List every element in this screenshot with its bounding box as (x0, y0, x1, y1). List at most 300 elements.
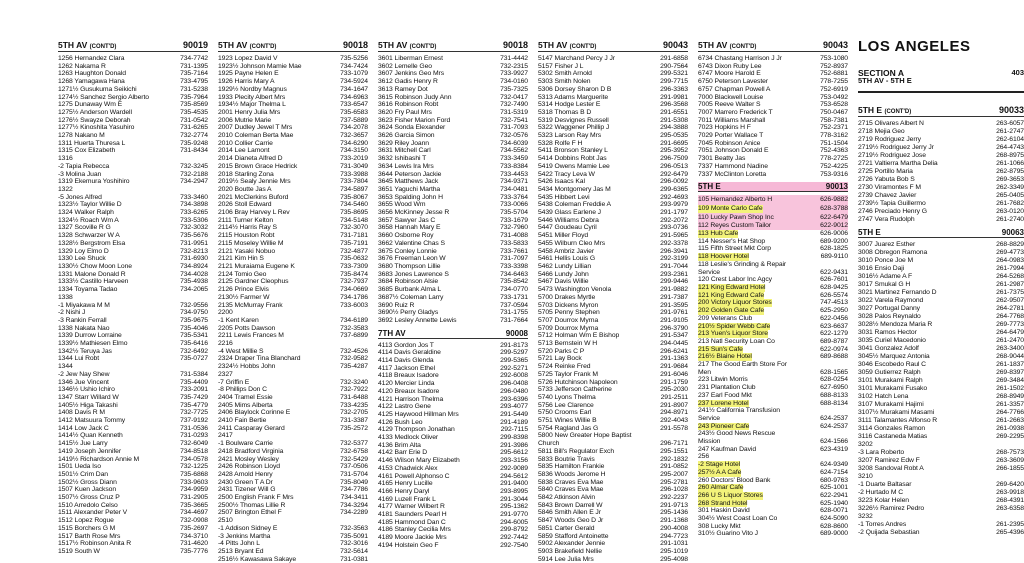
listing-row (538, 471, 688, 479)
listing-name: 3107½ Murakami Masami (858, 409, 935, 416)
listing-phone: 293-3156 (500, 457, 528, 465)
column-header (698, 40, 848, 52)
listing-phone: 264-7766 (996, 409, 1024, 416)
listing-name: 7051 Johnson Donald E (698, 147, 769, 155)
listing-row (378, 309, 528, 317)
listing-phone: 261-2395 (996, 521, 1024, 528)
listing-row (378, 201, 528, 209)
listing-row (218, 402, 368, 410)
listing-phone: 268-8949 (996, 393, 1024, 400)
listing-row (698, 353, 848, 361)
column-zip: 90018 (502, 40, 528, 50)
listing-row (538, 248, 688, 256)
listing-phone: 292-3199 (660, 255, 688, 263)
listing-phone: 622-6479 (820, 213, 848, 221)
listing-phone: 628-0254 (820, 376, 848, 384)
listing-name: 1342½ Teruya Jas (58, 347, 112, 355)
listing-name: 2719 Rodriguez Jerry (858, 136, 921, 143)
listing-phone: 752-2371 (820, 124, 848, 132)
listing-phone: 735-9248 (180, 139, 208, 147)
listing-name: 3035 Curiel Macedonio (858, 337, 926, 344)
listing-name: 5754 Ragland Jas G (538, 424, 599, 432)
listing-phone: 291-5308 (660, 116, 688, 124)
listing-row (218, 55, 368, 63)
listing-name: 260 Almar Cafe (698, 484, 744, 492)
listing-row (378, 442, 528, 450)
listing-name: 2324 Draper Tina Blanchard (218, 355, 301, 363)
listing-row (858, 385, 1024, 393)
listing-phone: 291-1363 (660, 355, 688, 363)
listing-row (698, 101, 848, 109)
listing-name: 1925 Payne Helen E (218, 70, 279, 78)
listing-name: -3 Jenkins Martha (218, 532, 271, 540)
column-street (218, 40, 276, 50)
listing-phone: 294-3888 (660, 124, 688, 132)
listing-phone: 624-9349 (820, 461, 848, 469)
listing-row (218, 70, 368, 78)
listing-name: 7301 Beatty Jas (698, 155, 746, 163)
listing-name: 4122 Lastro Gene (378, 403, 431, 411)
listing-name: 213 Yuen's Liquor Store (698, 330, 768, 338)
listing-phone: 731-3049 (340, 162, 368, 170)
listing-name: 2428 Arnold Henry (218, 470, 273, 478)
listing-phone: 737-9192 (180, 417, 208, 425)
listing-phone: 263-9918 (996, 489, 1024, 496)
listing-name: 6747 Moore Harold E (698, 70, 761, 78)
listing-phone: 295-1019 (660, 548, 688, 555)
listing-name: 115 Fifth Street Mkt Corp (698, 245, 771, 253)
listing-name: 5700 Drakes Myrtle (538, 293, 596, 301)
listing-phone: 732-3032 (180, 224, 208, 232)
listing-name: 2106 Bray Harvey L Rev (218, 209, 290, 217)
listing-phone: 731-7097 (500, 255, 528, 263)
listing-phone: 292-7115 (500, 426, 528, 434)
listing-row (538, 417, 688, 425)
listing-row (58, 325, 208, 333)
listing-row (218, 509, 368, 517)
listing-phone: 734-3294 (340, 501, 368, 509)
listing-name: 5147 Marchand Percy J Jr (538, 55, 615, 62)
listing-row (218, 86, 368, 94)
listing-row (218, 525, 368, 533)
listing-phone: 628-3788 (820, 204, 848, 212)
listing-phone: 734-4697 (180, 509, 208, 517)
listing-row (378, 294, 528, 302)
listing-phone: 732-0908 (180, 517, 208, 525)
listing-name: 1929½ Nordby Magnus (218, 85, 287, 93)
city-title: LOS ANGELES (858, 38, 971, 55)
listing-row (698, 213, 848, 222)
listing-phone: 734-1786 (340, 293, 368, 301)
listing-phone: 290-4008 (660, 524, 688, 532)
listing-row (538, 394, 688, 402)
listing-name: 3208 Sandoval Robt A (858, 465, 924, 472)
listing-name: 3644 Peterson Jackie (378, 170, 442, 178)
listing-row (378, 449, 528, 457)
listing-phone: 735-4535 (180, 108, 208, 116)
listing-phone: 294-7723 (660, 532, 688, 540)
listing-name: 110 Lucky Pawn Shop Inc (698, 213, 774, 221)
listing-phone: 292-4693 (660, 193, 688, 201)
listing-phone: 734-1647 (340, 85, 368, 93)
listing-row (378, 255, 528, 263)
listing-row (218, 325, 368, 333)
listing-row (58, 502, 208, 510)
listing-name: 5458 Ambriz Javier (538, 247, 595, 255)
listing-name: 209 Veterans Club (698, 314, 753, 322)
listing-phone: 292-2237 (660, 494, 688, 502)
listing-phone: 735-7325 (500, 85, 528, 93)
listing-row (218, 232, 368, 240)
listing-phone: 735-7191 (340, 239, 368, 247)
listing-name: 2747 Vera Rudolph (858, 216, 915, 223)
listing-phone: 732-4877 (340, 247, 368, 255)
listing-name: 1324½ Roach Wm A (58, 216, 119, 224)
listing-phone: 735-5676 (180, 232, 208, 240)
listing-name: 5438 Coleman Freddie A (538, 201, 611, 209)
sub-street-name: 7TH AV (378, 328, 406, 338)
listing-phone (846, 407, 848, 415)
listing-phone: 733-6265 (180, 209, 208, 217)
listing-phone: 733-1679 (500, 216, 528, 224)
listing-name: 5473 Washington Venola (538, 286, 612, 294)
listing-phone: 753-6528 (820, 101, 848, 109)
listing-phone: 262-6104 (996, 136, 1024, 143)
listing-row (58, 448, 208, 456)
listing-name: 2115 Houston Robt (218, 232, 275, 240)
listing-name: Men (698, 368, 711, 376)
listing-row (218, 109, 368, 117)
listing-row (538, 494, 688, 502)
listing-phone (846, 430, 848, 438)
listing-name: 1346 Jue Vincent (58, 378, 109, 386)
listing-row (378, 534, 528, 542)
listing-name: 2411 Casparay Gerard (218, 424, 285, 432)
listing-name: 1330 Lee Shuck (58, 255, 106, 263)
listing-row (538, 432, 688, 440)
listing-name: 3660 Osborne Roy (378, 232, 434, 240)
listing-name: 5721 Lay Bock (538, 355, 582, 363)
listing-row (698, 147, 848, 155)
listing-name: 3657 Sawyer Jas C (378, 216, 436, 224)
listing-name: 2018 Starling Zona (218, 170, 274, 178)
listing-row (858, 273, 1024, 281)
listing-name: 1923 Lopez David V (218, 55, 278, 62)
listing-name: 4194 Holstein Geo F (378, 541, 439, 549)
listing-phone: 734-5460 (340, 201, 368, 209)
listing-row (218, 440, 368, 448)
listing-name: 1275 Dunaway Wm E (58, 101, 123, 109)
listing-phone: 733-0066 (500, 201, 528, 209)
listing-row (218, 540, 368, 548)
listing-name: 5756 Lee Clarence (538, 401, 594, 409)
listing-row (538, 371, 688, 379)
listing-row (58, 540, 208, 548)
column-header (378, 40, 528, 52)
listing-name: 1501½ Crim Dan (58, 470, 108, 478)
listing-phone: 264-2781 (996, 305, 1024, 312)
listing-name: 5322 Waggener Phillip J (538, 124, 610, 132)
listing-name: 6734 Chastang Harrison J Jr (698, 55, 782, 62)
listing-row (378, 132, 528, 140)
listing-row (378, 209, 528, 217)
listing-row (58, 132, 208, 140)
listing-name: 2405 Mims Alberta (218, 401, 273, 409)
listing-phone: 628-0071 (820, 507, 848, 515)
column-4 (538, 40, 688, 563)
listing-name: 6750 Peterson Lavester (698, 78, 768, 86)
listing-row (858, 369, 1024, 377)
listing-phone: 751-1504 (820, 139, 848, 147)
listing-phone: 624-7154 (820, 468, 848, 476)
listing-phone: 626-7601 (820, 276, 848, 284)
listing-name: 5461 Hellis Louis G (538, 255, 596, 263)
listing-row (538, 209, 688, 217)
listing-name: -3 Molina Juan (58, 170, 102, 178)
listing-name: 5323 Larson Ray Mrs (538, 132, 602, 140)
listing-name: 5318 Thomas B D (538, 108, 592, 116)
listing-row (378, 403, 528, 411)
listing-row (58, 348, 208, 356)
listing-phone: 269-3484 (996, 377, 1024, 384)
listing-row (58, 217, 208, 225)
listing-name: Church (538, 440, 560, 448)
listing-row (538, 117, 688, 125)
listing-name: 3690 Ruiz R (378, 301, 415, 309)
listing-row (538, 425, 688, 433)
listing-name: 1926 Harris Mary A (218, 78, 275, 86)
listing-name: 3028½ Mendoza Maria R (858, 321, 933, 328)
listing-name: 4114 Davis Glenda (378, 357, 434, 365)
right-column-street-name: 5TH E (858, 105, 885, 115)
listing-row (538, 232, 688, 240)
sub-street-header (378, 329, 528, 339)
listing-phone: 733-3460 (180, 193, 208, 201)
listing-name: 5800 New Greater Hope Baptist (538, 432, 632, 440)
listing-row (58, 101, 208, 109)
listing-name: -2 Jew Nay Shew (58, 370, 110, 378)
listing-row (58, 494, 208, 502)
listing-phone: 299-5321 (660, 70, 688, 78)
listing-row (378, 419, 528, 427)
listing-row (378, 488, 528, 496)
listing-row (858, 513, 1024, 521)
listing-phone: 291-7387 (660, 293, 688, 301)
listing-row (218, 186, 368, 194)
listing-row (218, 255, 368, 263)
listing-phone: 735-0727 (180, 355, 208, 363)
listing-name: 1515 Borchers G M (58, 524, 116, 532)
listing-name: 5422 Tracy Leva W (538, 170, 595, 178)
listing-row (698, 86, 848, 94)
listing-name: 3202 (858, 441, 873, 448)
listing-phone: 291-1031 (660, 540, 688, 548)
listing-phone: 734-6963 (340, 93, 368, 101)
listing-name: 4142 Barr Erie D (378, 449, 428, 457)
listing-phone: 292-1832 (660, 455, 688, 463)
listing-phone: 737-5889 (340, 116, 368, 124)
listing-row (858, 176, 1024, 184)
listing-name: 5840 Craves Eva Mae (538, 486, 604, 494)
listing-name: 2010 Coleman Berta Mae (218, 132, 294, 140)
listing-phone: 732-3016 (340, 540, 368, 548)
listing-phone: 296-7171 (660, 440, 688, 448)
listing-row (858, 337, 1024, 345)
listing-phone: 291-4189 (500, 418, 528, 426)
listing-name: 7045 Robinson Anice (698, 139, 761, 147)
listing-row (218, 309, 368, 317)
listing-phone: 291-9105 (660, 316, 688, 324)
listing-row (378, 342, 528, 350)
listing-row (378, 240, 528, 248)
listing-row (218, 394, 368, 402)
listing-phone (366, 371, 368, 379)
listing-phone: 734-5924 (340, 78, 368, 86)
listing-name: 3207 Ramirez Edw F (858, 457, 920, 464)
listing-phone: 733-4795 (180, 78, 208, 86)
listing-phone: 735-8695 (340, 209, 368, 217)
listing-name: 5447 Goudeau Cyril (538, 224, 597, 232)
listing-phone: 731-8434 (180, 147, 208, 155)
listing-name: 5705 Penny Stephen (538, 309, 600, 317)
listing-name: 4186 Stanley Cecilia Mrs (378, 526, 451, 534)
listing-row (858, 281, 1024, 289)
listing-name: 5414 Dobbins Robt Jas (538, 155, 607, 163)
listing-phone: 732-2774 (180, 132, 208, 140)
listing-name: 2739½ Tapia Guillermo (858, 200, 926, 207)
listing-phone: 261-3357 (996, 401, 1024, 408)
listing-row (218, 117, 368, 125)
listing-row (218, 248, 368, 256)
listing-row (378, 271, 528, 279)
listing-phone: 688-8133 (820, 391, 848, 399)
sub-street-name: 5TH E (858, 228, 881, 237)
listing-row (58, 463, 208, 471)
listing-row (218, 317, 368, 325)
listing-name: 1275½ Anderson Wardell (58, 108, 132, 116)
listing-name: 2510 (218, 517, 233, 525)
listing-name: 5842 Atkinson Alvin (538, 494, 596, 502)
listing-row (858, 425, 1024, 433)
listing-phone: 733-3459 (500, 155, 528, 163)
listing-phone: 264-7768 (996, 313, 1024, 320)
listing-name: 5712 Holman Wm E Bishop (538, 332, 620, 340)
listing-name: -3 Lara Roberto (858, 449, 905, 456)
listing-row (698, 430, 848, 438)
listing-phone: 269-3653 (996, 176, 1024, 183)
listing-row (58, 309, 208, 317)
listing-phone: 735-6583 (340, 108, 368, 116)
listing-name: 112 Reyes Custom Tailor (698, 222, 772, 230)
listing-phone (366, 340, 368, 348)
right-column (858, 38, 1024, 555)
listing-row (698, 369, 848, 377)
listing-row (858, 152, 1024, 160)
column-street-name: 5TH AV (58, 40, 90, 50)
listing-name: 3232 (858, 513, 873, 520)
listing-phone: 733-3398 (500, 262, 528, 270)
listing-phone (206, 363, 208, 371)
listing-phone: 734-3411 (340, 494, 368, 502)
listing-row (858, 208, 1024, 216)
listing-name: 2725 Portillo Maria (858, 168, 913, 175)
listing-name: 5466 Lundy John (538, 270, 589, 278)
listing-name: 1319 Ekemura Yoshihiro (58, 178, 130, 186)
listing-phone: 734-4028 (180, 270, 208, 278)
listing-name: 5720 Parks C P (538, 347, 585, 355)
listing-row (378, 411, 528, 419)
listing-row (378, 232, 528, 240)
listing-name: 5836 Woods Jerome H (538, 470, 606, 478)
listing-row (378, 473, 528, 481)
listing-name: 2111 Turner Kelton (218, 216, 274, 224)
listing-name: 2021 McClerkins Buford (218, 193, 289, 201)
listing-name: 1419 Joseph Jennifer (58, 447, 121, 455)
listing-row (698, 70, 848, 78)
listing-row (858, 160, 1024, 168)
listing-phone: 296-0513 (660, 162, 688, 170)
listing-name: 3017 Smukal G H (858, 281, 911, 288)
listing-row (538, 63, 688, 71)
listing-phone: 734-6290 (340, 139, 368, 147)
listing-row (698, 384, 848, 392)
listing-name: 1333½ Castillo Harveen (58, 278, 129, 286)
listing-row (538, 94, 688, 102)
listing-phone: 624-2537 (820, 414, 848, 422)
listing-phone: 291-1759 (660, 378, 688, 386)
listing-name: 4113 Gordon Jos T (378, 341, 434, 349)
listing-name: 1512 Lopez Rogue (58, 517, 114, 525)
listing-phone: 291-9761 (660, 309, 688, 317)
listing-phone: 296-7509 (660, 155, 688, 163)
listing-row (538, 456, 688, 464)
listing-phone: 261-1502 (996, 385, 1024, 392)
listing-row (58, 86, 208, 94)
listing-phone: 291-5578 (660, 424, 688, 432)
listing-name: 3046 Escobedo Raul C (858, 361, 926, 368)
listing-name: 5157 Fisher J L (538, 62, 584, 70)
listing-name: 1327 Scoville R G (58, 224, 111, 232)
listing-row (858, 521, 1024, 529)
listing-name: 2421 Mosley Wesley (218, 455, 279, 463)
listing-row (538, 70, 688, 78)
listing-name: -2 Stage Hotel (698, 461, 741, 469)
listing-phone: 265-4396 (996, 529, 1024, 536)
listing-name: 121 King Edward Hotel (698, 283, 766, 291)
listing-phone: 293-6396 (500, 395, 528, 403)
listing-row (58, 371, 208, 379)
column-5 (698, 40, 848, 555)
listing-name: 3008 Obregon Ramona (858, 249, 928, 256)
listing-row (858, 433, 1024, 441)
listing-phone: 731-4088 (500, 232, 528, 240)
listing-phone: 292-4043 (660, 417, 688, 425)
listing-phone: 261-1066 (996, 160, 1024, 167)
listing-phone: 292-6008 (500, 372, 528, 380)
listing-phone: 734-0669 (340, 286, 368, 294)
listing-name: 114 Nesser's Hat Shop (698, 237, 766, 245)
listing-phone: 734-8518 (180, 447, 208, 455)
listing-phone: 732-2315 (500, 62, 528, 70)
listing-name: 223 Litwin Morris (698, 376, 748, 384)
listing-row (378, 86, 528, 94)
listing-phone: 261-1837 (996, 361, 1024, 368)
listing-name: 3651 Yaguchi Martha (378, 185, 441, 193)
listing-name: 2327 (218, 370, 233, 378)
listing-row (698, 507, 848, 515)
listing-name: 243½ Good News Rescue (698, 430, 776, 438)
listing-name: 5750 Crooms Earl (538, 409, 592, 417)
